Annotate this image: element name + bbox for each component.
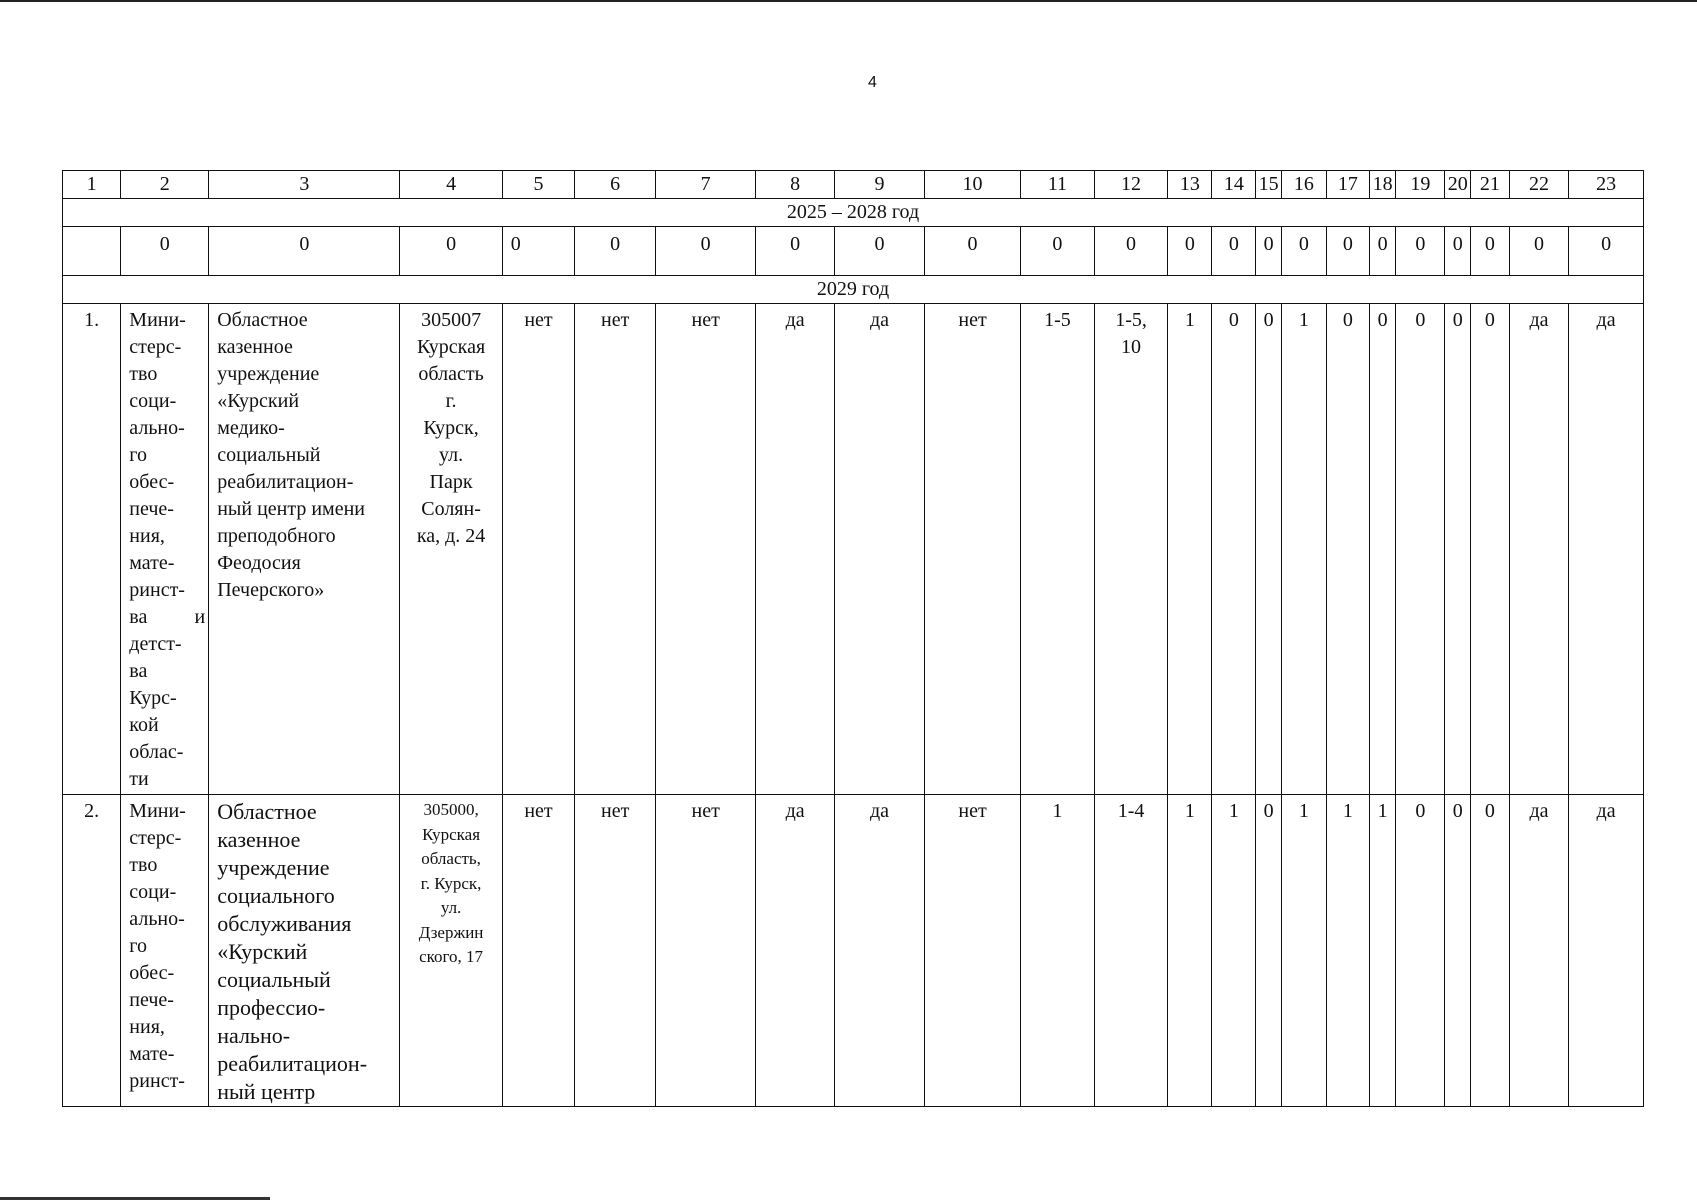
- table-cell: 0: [1396, 304, 1445, 795]
- table-row: [63, 795, 1644, 1107]
- table-cell: нет: [575, 304, 656, 795]
- organization-line: обслуживания: [217, 911, 352, 936]
- row-number: 2.: [63, 795, 121, 1107]
- ministry-line: го: [129, 444, 147, 466]
- header-cell: 12: [1094, 171, 1168, 199]
- address-line: Курская: [416, 336, 486, 358]
- table-cell: 0: [575, 227, 656, 276]
- ministry-cell: [121, 795, 209, 1107]
- row-number: 1.: [63, 304, 121, 795]
- header-cell: 7: [656, 171, 756, 199]
- table-row: [63, 304, 1644, 795]
- header-cell: 9: [835, 171, 925, 199]
- organization-line: Феодосия: [217, 552, 301, 574]
- section-title: 2025 – 2028 год: [63, 199, 1644, 227]
- cell-line: 1-4: [1117, 800, 1145, 822]
- table-cell: 0: [1471, 795, 1510, 1107]
- table-cell: 0: [1326, 227, 1369, 276]
- table-cell: да: [756, 304, 835, 795]
- organization-line: реабилитацион-: [217, 1051, 368, 1076]
- table-cell: 0: [1369, 304, 1396, 795]
- ministry-line: стерс-: [129, 336, 182, 358]
- header-cell: 19: [1396, 171, 1445, 199]
- table-cell: 1: [1021, 795, 1095, 1107]
- ministry-line: Мини-: [129, 309, 186, 331]
- header-cell: 18: [1369, 171, 1396, 199]
- organization-line: социальный: [217, 444, 321, 466]
- table-cell: 1: [1281, 795, 1326, 1107]
- address-line: Солян-: [421, 498, 481, 520]
- ministry-line: мате-: [129, 1043, 175, 1065]
- section-row-2025-2028: [63, 199, 1644, 227]
- ministry-line: ринст-: [129, 1070, 185, 1092]
- table-cell: 0: [656, 227, 756, 276]
- header-cell: 2: [121, 171, 209, 199]
- organization-line: казенное: [217, 827, 301, 852]
- table-cell: 0: [1256, 227, 1282, 276]
- section-title: 2029 год: [63, 276, 1644, 304]
- table-cell: нет: [924, 795, 1020, 1107]
- address-line: ул.: [440, 898, 462, 917]
- organization-line: социальный: [217, 967, 331, 992]
- header-cell: 4: [400, 171, 502, 199]
- header-cell: 23: [1569, 171, 1644, 199]
- table-cell: 0: [1396, 227, 1445, 276]
- organization-line: Областное: [217, 799, 317, 824]
- address-line: 305007: [421, 309, 482, 331]
- table-cell: 0: [209, 227, 400, 276]
- table-cell: 1: [1212, 795, 1256, 1107]
- table-cell: 0: [1094, 227, 1168, 276]
- organization-line: социального: [217, 883, 335, 908]
- table-cell: 0: [1212, 227, 1256, 276]
- header-cell: 14: [1212, 171, 1256, 199]
- table-cell: 0: [1021, 227, 1095, 276]
- organization-line: учреждение: [217, 363, 320, 385]
- header-cell: 16: [1281, 171, 1326, 199]
- ministry-line: ния,: [129, 1016, 165, 1038]
- table-cell: 0: [1396, 795, 1445, 1107]
- ministry-line: тво: [129, 854, 158, 876]
- document-table: [62, 170, 1644, 1107]
- organization-cell: [209, 795, 400, 1107]
- address-line: Курская: [422, 824, 481, 844]
- address-line: ка, д. 24: [416, 525, 486, 547]
- table-cell: 0: [1445, 795, 1471, 1107]
- table-cell: 0: [1569, 227, 1644, 276]
- ministry-line: обес-: [129, 962, 175, 984]
- table-cell: 1: [1281, 304, 1326, 795]
- ministry-line: ти: [129, 768, 149, 790]
- table-cell: нет: [656, 795, 756, 1107]
- ministry-line: пече-: [129, 498, 174, 520]
- column-number-row: [63, 171, 1644, 199]
- header-cell: 22: [1509, 171, 1568, 199]
- ministry-line: обес-: [129, 471, 175, 493]
- ministry-line: мате-: [129, 552, 175, 574]
- ministry-line: Мини-: [129, 800, 186, 822]
- cell-line: 10: [1121, 336, 1142, 358]
- address-line: Парк: [429, 471, 473, 493]
- organization-line: ный центр имени: [217, 498, 365, 520]
- page-number: 4: [868, 74, 877, 91]
- table-cell: да: [1569, 304, 1644, 795]
- organization-line: ный центр: [217, 1079, 316, 1104]
- table-cell: 0: [1445, 304, 1471, 795]
- table-cell: 0: [1168, 227, 1212, 276]
- header-cell: 21: [1471, 171, 1510, 199]
- table-cell: [63, 227, 121, 276]
- table-cell: 1: [1168, 304, 1212, 795]
- header-cell: 17: [1326, 171, 1369, 199]
- header-cell: 3: [209, 171, 400, 199]
- ministry-line: облас-: [129, 741, 184, 763]
- scan-edge-top: [0, 0, 1697, 2]
- table-cell: 0: [1212, 304, 1256, 795]
- ministry-line: го: [129, 935, 147, 957]
- table-cell: 0: [400, 227, 502, 276]
- organization-line: казенное: [217, 336, 293, 358]
- table-cell: 1: [1168, 795, 1212, 1107]
- ministry-line: детст-: [129, 633, 182, 655]
- table-cell: 0: [1256, 795, 1282, 1107]
- address-line: ул.: [439, 444, 464, 466]
- organization-cell: [209, 304, 400, 795]
- address-line: область: [418, 363, 484, 385]
- table-cell: да: [835, 795, 925, 1107]
- ministry-line: соци-: [129, 390, 177, 412]
- ministry-line: ально-: [129, 417, 185, 439]
- header-cell: 5: [502, 171, 575, 199]
- address-line: область,: [421, 849, 481, 868]
- header-cell: 10: [924, 171, 1020, 199]
- table-cell: 1: [1369, 795, 1396, 1107]
- table-cell: да: [756, 795, 835, 1107]
- organization-line: преподобного: [217, 525, 336, 547]
- table-cell: нет: [502, 304, 575, 795]
- table-cell: 0: [756, 227, 835, 276]
- ministry-line: ринст-: [129, 579, 185, 601]
- table-cell: [1094, 304, 1168, 795]
- address-line: 305000,: [423, 800, 479, 819]
- header-cell: 6: [575, 171, 656, 199]
- organization-line: нально-: [217, 1023, 291, 1048]
- table-cell: 0: [1281, 227, 1326, 276]
- table-cell: 0: [121, 227, 209, 276]
- ministry-line: стерс-: [129, 827, 182, 849]
- table-cell: 0: [835, 227, 925, 276]
- table-cell: 1: [1326, 795, 1369, 1107]
- organization-line: профессио-: [217, 995, 326, 1020]
- ministry-line: соци-: [129, 881, 177, 903]
- organization-line: «Курский: [217, 390, 300, 412]
- address-line: Курск,: [423, 417, 479, 439]
- table-cell: 0: [1471, 304, 1510, 795]
- table-cell: 1-5: [1021, 304, 1095, 795]
- organization-line: учреждение: [217, 855, 330, 880]
- organization-line: Печерского»: [217, 579, 325, 601]
- table-cell: 0: [1445, 227, 1471, 276]
- section-row-2029: [63, 276, 1644, 304]
- address-line: г.: [445, 390, 457, 412]
- header-cell: 11: [1021, 171, 1095, 199]
- table-cell: 0: [1369, 227, 1396, 276]
- table-cell: нет: [656, 304, 756, 795]
- ministry-word: ва: [129, 606, 148, 628]
- table-cell: да: [1509, 304, 1568, 795]
- cell-line: 1-5,: [1115, 309, 1147, 331]
- table-cell: 0: [502, 227, 575, 276]
- ministry-cell: [121, 304, 209, 795]
- table-cell: нет: [924, 304, 1020, 795]
- table-cell: нет: [575, 795, 656, 1107]
- table-cell: да: [1509, 795, 1568, 1107]
- address-cell: [400, 795, 502, 1107]
- address-line: г. Курск,: [420, 873, 482, 893]
- table-cell: да: [835, 304, 925, 795]
- address-line: ского, 17: [419, 947, 484, 966]
- ministry-line: кой: [129, 714, 159, 736]
- address-line: Дзержин: [418, 922, 484, 942]
- table-cell: 0: [1326, 304, 1369, 795]
- ministry-line: пече-: [129, 989, 174, 1011]
- ministry-line-justified: [129, 604, 205, 631]
- organization-line: медико-: [217, 417, 285, 439]
- ministry-line: ния,: [129, 525, 165, 547]
- table-cell: 0: [924, 227, 1020, 276]
- organization-line: «Курский: [217, 939, 308, 964]
- ministry-word: и: [194, 606, 206, 628]
- table-cell: 0: [1471, 227, 1510, 276]
- header-cell: 13: [1168, 171, 1212, 199]
- ministry-line: Курс-: [129, 687, 177, 709]
- table-cell: 0: [1509, 227, 1568, 276]
- table-cell: 0: [1256, 304, 1282, 795]
- ministry-line: ва: [129, 660, 148, 682]
- header-cell: 15: [1256, 171, 1282, 199]
- table-cell: [1094, 795, 1168, 1107]
- organization-line: реабилитацион-: [217, 471, 354, 493]
- organization-line: Областное: [217, 309, 308, 331]
- header-cell: 8: [756, 171, 835, 199]
- table-cell: да: [1569, 795, 1644, 1107]
- ministry-line: ально-: [129, 908, 185, 930]
- ministry-line: тво: [129, 363, 158, 385]
- zero-values-row: [63, 227, 1644, 276]
- header-cell: 20: [1445, 171, 1471, 199]
- table-cell: нет: [502, 795, 575, 1107]
- header-cell: 1: [63, 171, 121, 199]
- address-cell: [400, 304, 502, 795]
